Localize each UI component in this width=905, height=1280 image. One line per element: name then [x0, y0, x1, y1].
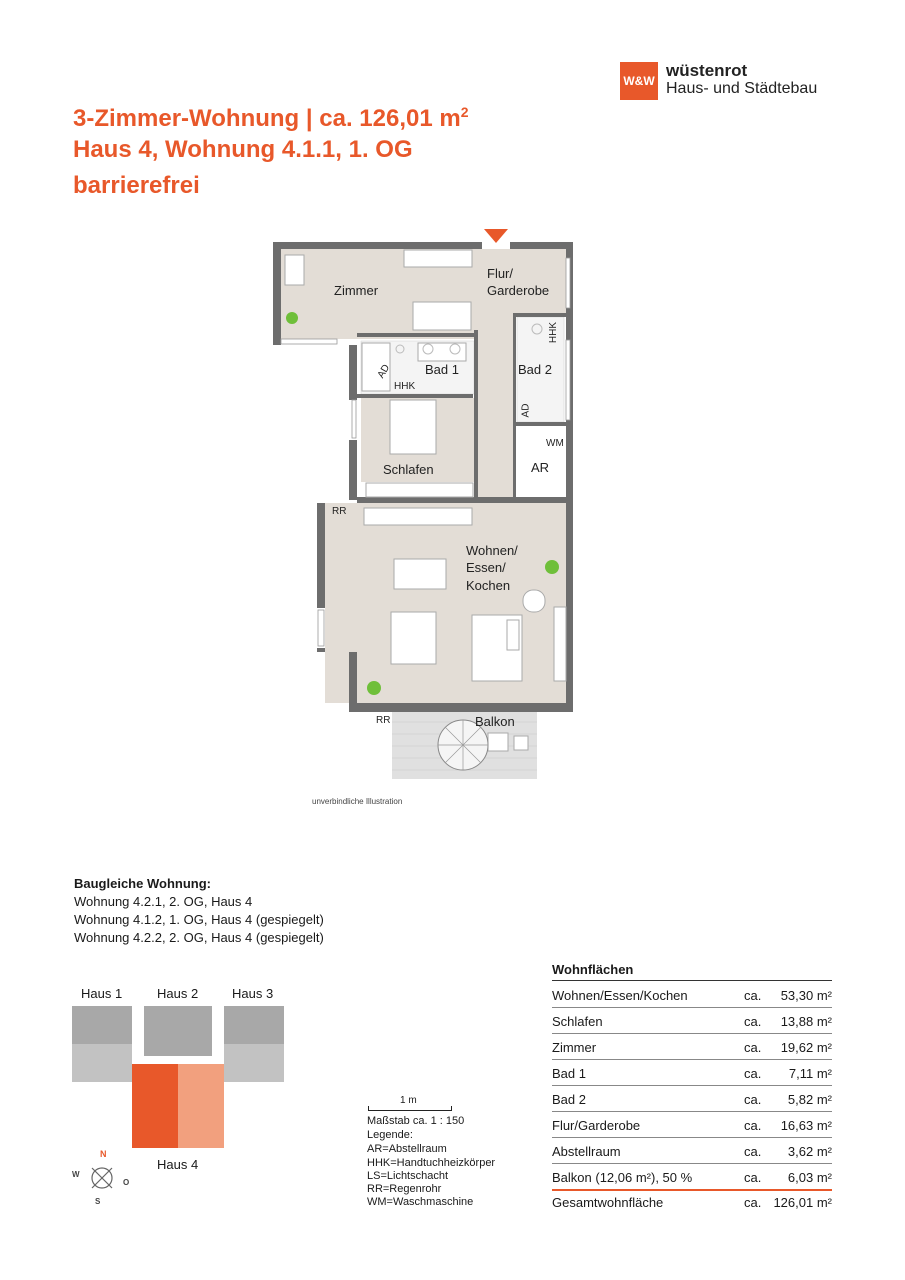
table-row: [552, 1137, 832, 1164]
legend-item: RR=Regenrohr: [367, 1183, 442, 1195]
row-name: Schlafen: [552, 1014, 603, 1029]
room-bad1: Bad 1: [425, 362, 459, 377]
hhk-label: HHK: [394, 381, 416, 392]
row-value: 13,88 m²: [780, 1014, 832, 1029]
legend-item: WM=Waschmaschine: [367, 1196, 474, 1208]
table-row: [552, 1163, 832, 1191]
row-value: 126,01 m²: [773, 1195, 832, 1210]
row-ca: ca.: [744, 1144, 762, 1159]
table-row: [552, 1007, 832, 1034]
haus2-label: Haus 2: [157, 986, 199, 1001]
illustration-caption: unverbindliche Illustration: [312, 797, 403, 806]
row-name: Abstellraum: [552, 1144, 621, 1159]
row-ca: ca.: [744, 1195, 762, 1210]
table-row: [552, 1033, 832, 1060]
company-logo-mark: W&W: [620, 62, 658, 100]
title-line1: 3-Zimmer-Wohnung | ca. 126,01 m: [73, 105, 461, 132]
row-ca: ca.: [744, 1118, 762, 1133]
row-name: Wohnen/Essen/Kochen: [552, 988, 688, 1003]
table-row: [552, 1111, 832, 1138]
haus4-unit-highlight: [132, 1064, 178, 1148]
room-flur: Flur/: [487, 266, 513, 281]
legend-item: LS=Lichtschacht: [367, 1170, 449, 1182]
row-ca: ca.: [744, 1066, 762, 1081]
row-value: 7,11 m²: [788, 1066, 832, 1081]
haus4-label: Haus 4: [157, 1157, 199, 1172]
room-ar: AR: [531, 460, 550, 475]
room-bad2: Bad 2: [518, 362, 552, 377]
table-row: [552, 1059, 832, 1086]
row-ca: ca.: [744, 1170, 762, 1185]
company-name: wüstenrot: [666, 61, 748, 80]
rr-label-2: RR: [376, 715, 391, 726]
baugleich-item: Wohnung 4.1.2, 1. OG, Haus 4 (gespiegelt): [74, 912, 324, 927]
row-name: Bad 1: [552, 1066, 586, 1081]
row-value: 19,62 m²: [780, 1040, 832, 1055]
row-ca: ca.: [744, 1040, 762, 1055]
room-garderobe: Garderobe: [487, 283, 550, 298]
table-row: [552, 1085, 832, 1112]
baugleich-item: Wohnung 4.2.1, 2. OG, Haus 4: [74, 894, 253, 909]
row-ca: ca.: [744, 1092, 762, 1107]
accessibility-label: barrierefrei: [73, 172, 200, 199]
hhk-label-2: HHK: [548, 321, 560, 344]
compass-icon: [92, 1168, 112, 1188]
row-value: 6,03 m²: [787, 1170, 832, 1185]
haus3-label: Haus 3: [232, 986, 274, 1001]
row-value: 53,30 m²: [780, 988, 832, 1003]
scale-text: Maßstab ca. 1 : 150: [367, 1115, 465, 1127]
wm-label: WM: [546, 438, 564, 449]
row-value: 5,82 m²: [787, 1092, 832, 1107]
rr-label: RR: [332, 506, 347, 517]
row-name: Flur/Garderobe: [552, 1118, 641, 1133]
room-zimmer: Zimmer: [334, 283, 379, 298]
compass-o: O: [123, 1178, 130, 1187]
row-value: 3,62 m²: [787, 1144, 832, 1159]
legend-item: AR=Abstellraum: [367, 1143, 447, 1155]
row-value: 16,63 m²: [780, 1118, 832, 1133]
scale-bar-label: 1 m: [400, 1095, 417, 1106]
legend-title: Legende:: [367, 1129, 413, 1141]
room-essen: Essen/: [466, 560, 506, 575]
baugleich-item: Wohnung 4.2.2, 2. OG, Haus 4 (gespiegelt): [74, 930, 324, 945]
room-schlafen: Schlafen: [383, 462, 434, 477]
title-sup: 2: [460, 104, 469, 120]
baugleich-heading: Baugleiche Wohnung:: [74, 876, 211, 891]
row-name: Bad 2: [552, 1092, 586, 1107]
compass-w: W: [72, 1170, 80, 1179]
compass-s: S: [95, 1197, 101, 1206]
table-row-total: [552, 1188, 832, 1214]
site-plan: [60, 1000, 300, 1200]
room-balkon: Balkon: [475, 714, 515, 729]
ad-label: AD: [375, 362, 393, 381]
room-kochen: Kochen: [466, 578, 511, 593]
subtitle: Haus 4, Wohnung 4.1.1, 1. OG: [73, 136, 413, 163]
compass-n: N: [100, 1149, 107, 1159]
haus4-unit-mirror: [178, 1064, 224, 1148]
room-wohnen: Wohnen/: [466, 543, 518, 558]
table-row: [552, 981, 832, 1008]
row-ca: ca.: [744, 988, 762, 1003]
scale-bar: [368, 1106, 452, 1111]
haus1-label: Haus 1: [81, 986, 123, 1001]
row-name: Zimmer: [552, 1040, 597, 1055]
wohnflaechen-heading: Wohnflächen: [552, 962, 634, 977]
ad-label-2: AD: [520, 403, 532, 418]
row-ca: ca.: [744, 1014, 762, 1029]
company-subname: Haus- und Städtebau: [666, 80, 818, 97]
row-name: Gesamtwohnfläche: [552, 1195, 664, 1210]
row-name: Balkon (12,06 m²), 50 %: [552, 1170, 693, 1185]
legend-item: HHK=Handtuchheizkörper: [367, 1157, 496, 1169]
entrance-arrow-icon: [484, 229, 508, 243]
